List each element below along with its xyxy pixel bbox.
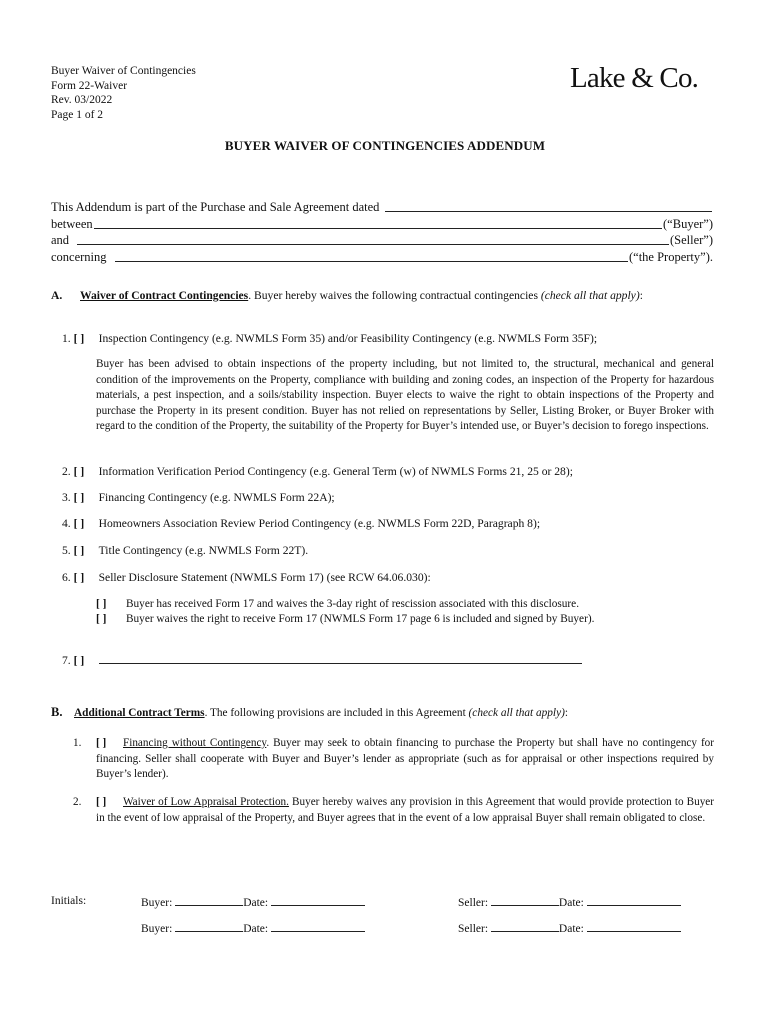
disclosure-option-text: Buyer waives the right to receive Form 17 (NWMLS Form 17 page 6 is included and signed by Buyer). [126, 613, 595, 625]
contingency-item-1 [62, 331, 597, 346]
date-label: Date: [243, 897, 269, 909]
between-label: between [51, 216, 93, 231]
form-name: Buyer Waiver of Contingencies [51, 65, 196, 77]
seller-initials-row-1 [458, 895, 681, 909]
section-a-heading [51, 288, 643, 303]
item-text: Inspection Contingency (e.g. NWMLS Form 35) and/or Feasibility Contingency (e.g. NWMLS Form 35F); [98, 332, 598, 345]
buyer-initials-field-1[interactable] [175, 895, 243, 906]
seller-name-field[interactable] [77, 232, 669, 245]
intro-text: This Addendum is part of the Purchase and Sale Agreement dated [51, 200, 380, 214]
disclosure-option-2 [96, 612, 594, 627]
buyer-label: Buyer: [141, 897, 173, 909]
seller-initials-field-1[interactable] [491, 895, 559, 906]
buyer-label: Buyer: [141, 923, 173, 935]
item-number: 7. [62, 654, 71, 667]
checkbox-disclosure-2[interactable]: [ ] [96, 613, 107, 625]
checkbox-disclosure-1[interactable]: [ ] [96, 598, 107, 610]
item-number: 5. [62, 544, 71, 557]
section-a-label: A. [51, 289, 63, 302]
intro-line-buyer [51, 216, 713, 233]
buyer-date-field-1[interactable] [271, 895, 365, 906]
page-number: Page 1 of 2 [51, 108, 104, 121]
item-number: 4. [62, 517, 71, 530]
buyer-initials-row-1 [141, 895, 365, 909]
seller-initials-row-2 [458, 921, 681, 935]
section-b-label: B. [51, 705, 63, 719]
term-number: 2. [73, 796, 82, 808]
initials-label: Initials: [51, 895, 87, 907]
seller-date-field-2[interactable] [587, 921, 681, 932]
disclosure-option-text: Buyer has received Form 17 and waives the 3-day right of rescission associated with this disclosure. [126, 598, 580, 610]
item-number: 1. [62, 332, 71, 345]
contingency-item-6 [62, 570, 431, 585]
checkbox-item-2[interactable]: [ ] [73, 465, 85, 478]
section-b-end: : [564, 707, 568, 719]
disclosure-option-1 [96, 597, 579, 612]
section-b-heading [51, 705, 568, 721]
intro-block [51, 199, 713, 265]
concerning-label: concerning [51, 249, 107, 264]
seller-label: Seller: [458, 897, 489, 909]
company-logo: Lake & Co. [570, 62, 699, 94]
item-text: Seller Disclosure Statement (NWMLS Form 17) (see RCW 64.06.030): [98, 571, 431, 584]
inspection-paragraph: Buyer has been advised to obtain inspections of the property including, but not limited to, the structural, mechanical and general condition of the improvements on the Property, compliance with building and zoning codes, an inspection of the Property for hazardous materials, a pest inspection, and a soils/stability inspection. Buyer elects to waive the right to obtain inspections of the Property and purchase the Property in its present condition. Buyer has not relied on representations by Seller, Listing Broker, or Buyer Broker with regard to the condition of the Property, the suitability of the Property for Buyer’s intended use, or Buyer’s decision to forego inspections. [96, 358, 714, 432]
intro-line-property [51, 249, 713, 266]
checkbox-item-5[interactable]: [ ] [73, 544, 85, 557]
property-field[interactable] [115, 249, 628, 262]
intro-line-seller [51, 232, 713, 249]
checkbox-item-4[interactable]: [ ] [73, 517, 85, 530]
section-a-text: . Buyer hereby waives the following contractual contingencies [248, 289, 538, 302]
seller-label: Seller: [458, 923, 489, 935]
term-number: 1. [73, 737, 82, 749]
date-label: Date: [243, 923, 269, 935]
additional-term-1 [73, 736, 714, 786]
term-body: Buyer hereby waives any provision in this Agreement that would provide protection to Buyer in the event of low appraisal of the Property, and Buyer agrees that in the event of a low appraisal Buyer shall remain obligated to close. [96, 796, 714, 824]
item-text: Title Contingency (e.g. NWMLS Form 22T). [98, 544, 309, 557]
other-contingency-field[interactable] [99, 653, 582, 664]
term-text [96, 795, 714, 826]
date-label: Date: [558, 923, 584, 935]
contingency-item-4 [62, 516, 540, 531]
checkbox-item-6[interactable]: [ ] [73, 571, 85, 584]
date-label: Date: [558, 897, 584, 909]
item-number: 3. [62, 491, 71, 504]
buyer-label: (“Buyer”) [663, 216, 713, 231]
term-title: Waiver of Low Appraisal Protection. [123, 796, 289, 808]
contingency-item-5 [62, 543, 308, 558]
buyer-initials-row-2 [141, 921, 365, 935]
contingency-item-2 [62, 464, 573, 479]
term-title: Financing without Contingency [123, 737, 267, 749]
section-a-end: : [639, 289, 643, 302]
form-revision: Rev. 03/2022 [51, 94, 113, 107]
item-number: 2. [62, 465, 71, 478]
term-body: . Buyer may seek to obtain financing to purchase the Property but shall have no contingency for financing. Seller shall cooperate with Buyer and Buyer’s lender as appropriate (such as for appraisal or other inspections required by Buyer’s lender). [96, 737, 714, 780]
buyer-initials-field-2[interactable] [175, 921, 243, 932]
buyer-date-field-2[interactable] [271, 921, 365, 932]
section-b-note: (check all that apply) [468, 707, 565, 719]
seller-label: (Seller”) [669, 233, 713, 248]
additional-term-2 [73, 795, 714, 845]
buyer-name-field[interactable] [94, 216, 662, 229]
section-b-title: Additional Contract Terms [74, 707, 205, 719]
section-a-note: (check all that apply) [540, 289, 640, 302]
item-number: 6. [62, 571, 71, 584]
section-a-title: Waiver of Contract Contingencies [80, 289, 249, 302]
property-label: (“the Property”). [629, 249, 713, 264]
item-text: Information Verification Period Contingency (e.g. General Term (w) of NWMLS Forms 21, 25 or 28); [98, 465, 573, 478]
checkbox-item-7[interactable]: [ ] [73, 654, 85, 667]
checkbox-item-1[interactable]: [ ] [73, 332, 85, 345]
term-text [96, 736, 714, 783]
contingency-item-7 [62, 653, 582, 668]
intro-line-date [51, 199, 713, 216]
checkbox-term-1[interactable]: [ ] [96, 737, 107, 749]
agreement-date-field[interactable] [385, 199, 712, 212]
section-b-text: . The following provisions are included in this Agreement [204, 707, 466, 719]
contingency-item-3 [62, 490, 335, 505]
and-label: and [51, 233, 70, 248]
form-header [51, 64, 196, 122]
item-text: Homeowners Association Review Period Contingency (e.g. NWMLS Form 22D, Paragraph 8); [98, 517, 541, 530]
seller-initials-field-2[interactable] [491, 921, 559, 932]
checkbox-term-2[interactable]: [ ] [96, 796, 107, 808]
form-number: Form 22-Waiver [51, 79, 128, 92]
document-title: BUYER WAIVER OF CONTINGENCIES ADDENDUM [224, 138, 546, 153]
seller-date-field-1[interactable] [587, 895, 681, 906]
item-text: Financing Contingency (e.g. NWMLS Form 22A); [98, 491, 335, 504]
checkbox-item-3[interactable]: [ ] [73, 491, 85, 504]
